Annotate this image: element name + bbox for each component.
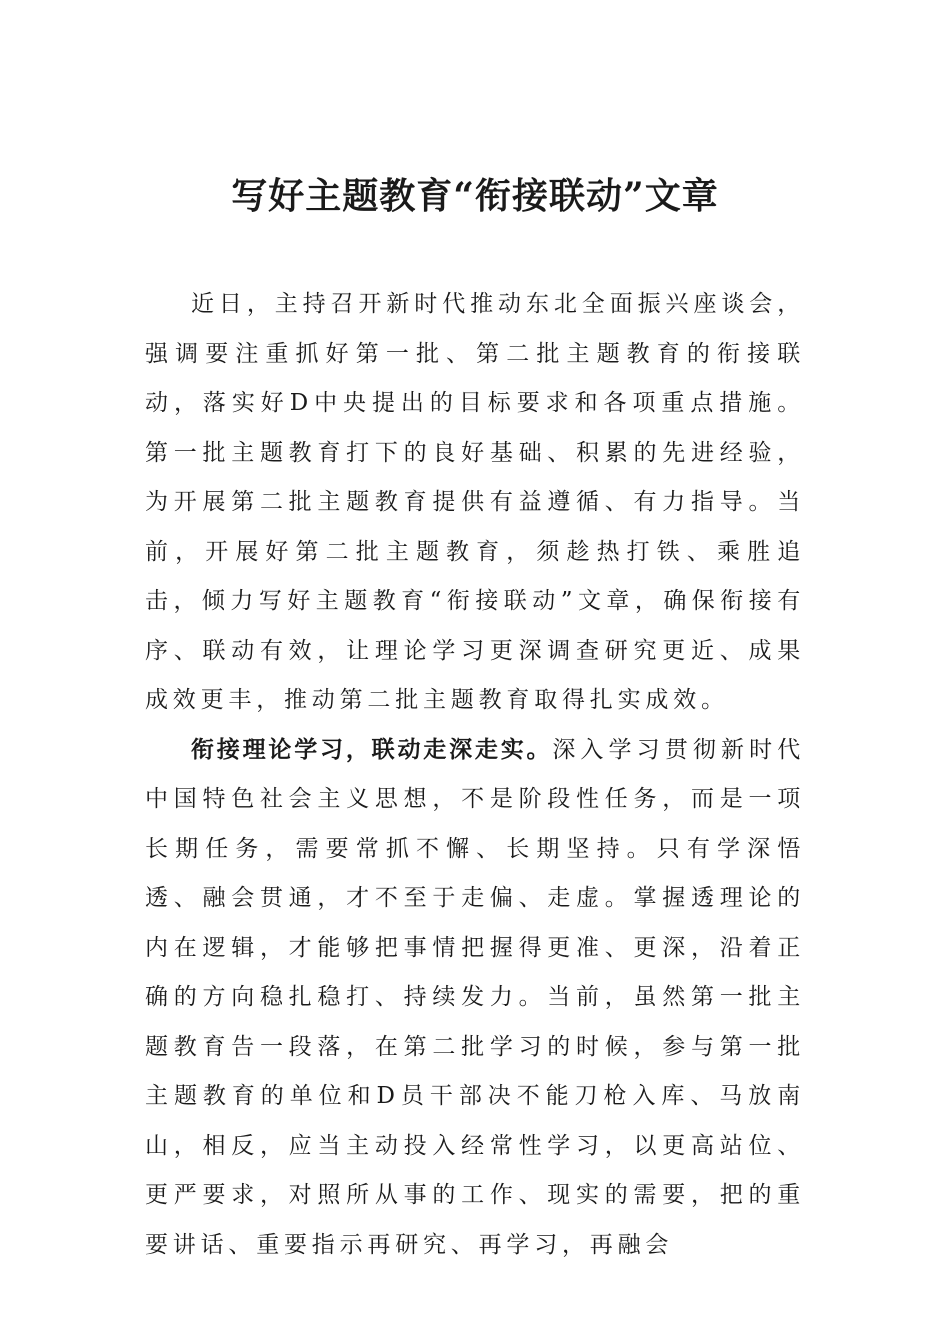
paragraph-intro (145, 280, 805, 726)
paragraph-text: 近日，主持召开新时代推动东北全面振兴座谈会，强调要注重抓好第一批、第二批主题教育的衔接联动，落实好D中央提出的目标要求和各项重点措施。第一批主题教育打下的良好基础、积累的先进经验，为开展第二批主题教育提供有益遵循、有力指导。当前，开展好第二批主题教育，须趁热打铁、乘胜追击，倾力写好主题教育“衔接联动”文章，确保衔接有序、联动有效，让理论学习更深调查研究更近、成果成效更丰，推动第二批主题教育取得扎实成效。 (145, 291, 805, 713)
paragraph-text: 深入学习贯彻新时代中国特色社会主义思想，不是阶段性任务，而是一项长期任务，需要常抓不懈、长期坚持。只有学深悟透、融会贯通，才不至于走偏、走虚。掌握透理论的内在逻辑，才能够把事情把握得更准、更深，沿着正确的方向稳扎稳打、持续发力。当前，虽然第一批主题教育告一段落，在第二批学习的时候，参与第一批主题教育的单位和D员干部决不能刀枪入库、马放南山，相反，应当主动投入经常性学习，以更高站位、更严要求，对照所从事的工作、现实的需要，把的重要讲话、重要指示再研究、再学习，再融会 (145, 736, 805, 1258)
document-body (145, 280, 805, 1270)
paragraph-lead-heading: 衔接理论学习，联动走深走实。 (191, 736, 553, 763)
paragraph-theory-study (145, 726, 805, 1271)
document-title: 写好主题教育“衔接联动”文章 (231, 175, 719, 217)
